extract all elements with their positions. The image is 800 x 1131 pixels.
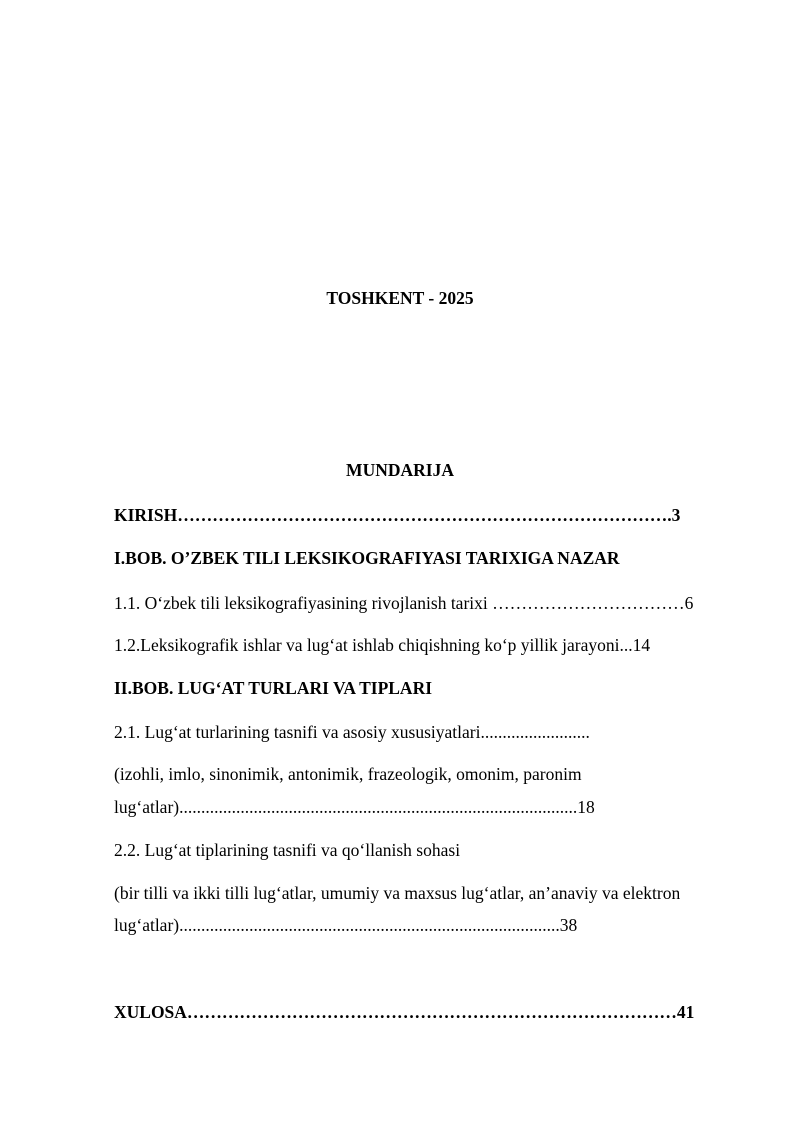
toc-heading: MUNDARIJA: [346, 460, 454, 480]
toc-section-2-1-details-page: lug‘atlar)...........................................................................................18: [114, 797, 595, 817]
toc-section-2-2: 2.2. Lug‘at tiplarining tasnifi va qo‘llanish sohasi: [114, 840, 461, 860]
toc-section-1-1: 1.1. O‘zbek tili leksikografiyasining rivojlanish tarixi ……………………………6: [114, 593, 694, 613]
toc-section-2-1: 2.1. Lug‘at turlarining tasnifi va asosiy xususiyatlari.........................: [114, 722, 590, 742]
toc-section-2-2-details: (bir tilli va ikki tilli lug‘atlar, umumiy va maxsus lug‘atlar, an’anaviy va elektron: [114, 883, 681, 903]
toc-section-1-2: 1.2.Leksikografik ishlar va lug‘at ishlab chiqishning ko‘p yillik jarayoni...14: [114, 635, 651, 655]
toc-chapter-1: I.BOB. O’ZBEK TILI LEKSIKOGRAFIYASI TARIXIGA NAZAR: [114, 548, 620, 568]
toc-section-2-1-details: (izohli, imlo, sinonimik, antonimik, frazeologik, omonim, paronim: [114, 764, 582, 784]
toc-entry-kirish: KIRISH………………………………………………………………………….3: [114, 505, 681, 525]
city-year-line: TOSHKENT - 2025: [326, 288, 474, 308]
toc-section-2-2-details-page: lug‘atlar).......................................................................................38: [114, 915, 578, 935]
toc-chapter-2: II.BOB. LUG‘AT TURLARI VA TIPLARI: [114, 678, 433, 698]
toc-entry-xulosa: XULOSA…………………………………………………………………………41: [114, 1002, 695, 1022]
